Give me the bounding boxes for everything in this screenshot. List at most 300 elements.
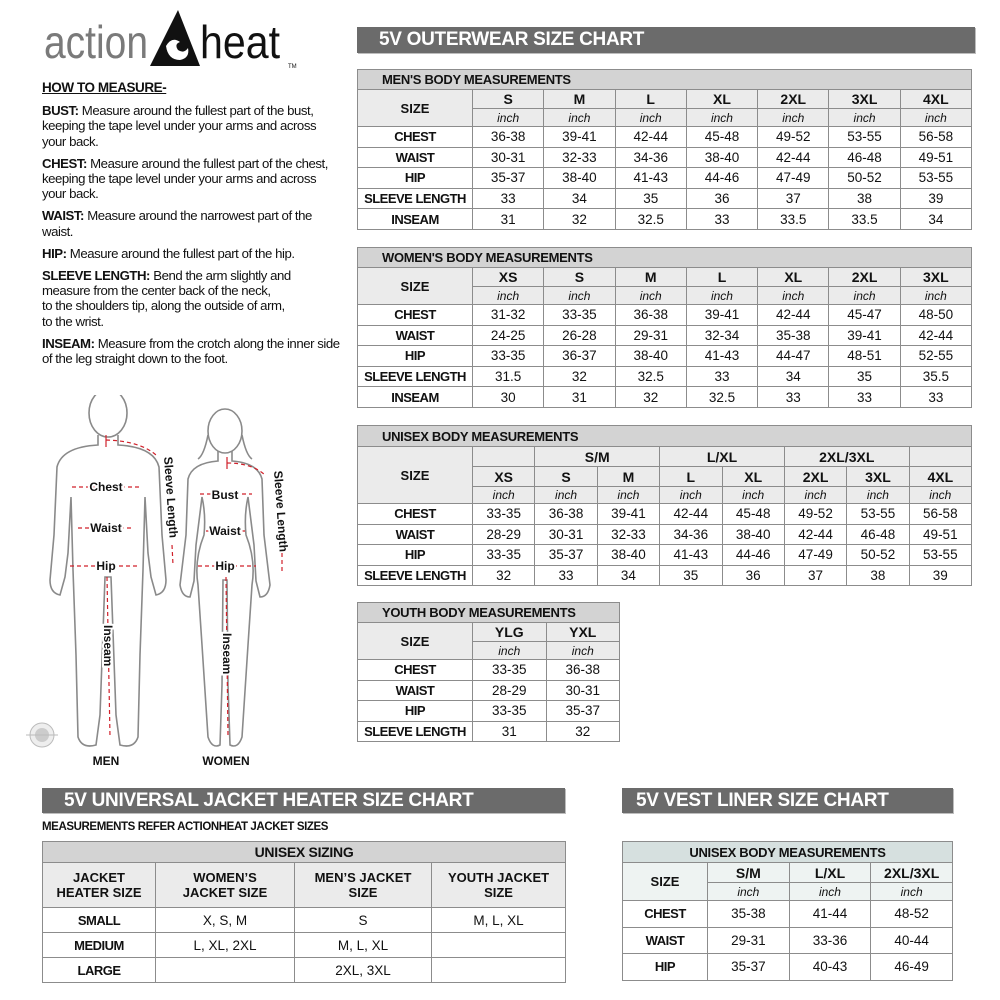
cell-value: 44-47	[758, 346, 829, 367]
unit-label: inch	[686, 287, 757, 305]
label-sleeve-women: Sleeve Length	[271, 470, 291, 553]
size-header: 2XL	[829, 268, 900, 287]
cell-value: 33-35	[473, 660, 547, 681]
label-hip-women: Hip	[215, 559, 235, 573]
how-to-text: Bend the arm slightly and measure from the center back of the neck, to the shoulders tip, along the outside of arm, to the wrist.	[42, 268, 291, 329]
cell-value: 46-48	[847, 524, 909, 545]
label-hip-men: Hip	[96, 559, 116, 573]
cell-value: 31	[473, 721, 547, 742]
size-header: L/XL	[789, 863, 871, 883]
jacket-heater-table	[42, 841, 566, 983]
cell-value: 41-43	[686, 346, 757, 367]
size-header: L	[686, 268, 757, 287]
header-row	[43, 863, 566, 908]
cell-value: 33.5	[829, 209, 900, 230]
cell-value: S	[295, 908, 432, 933]
table-row	[358, 366, 972, 387]
cell-value: 56-58	[909, 504, 971, 525]
measurement-figures	[20, 395, 320, 775]
unit-label: inch	[758, 109, 829, 127]
cell-value: 33-35	[473, 346, 544, 367]
size-table	[357, 425, 972, 586]
how-to-term: WAIST:	[42, 208, 84, 224]
cell-value: 34	[597, 565, 659, 586]
cell-value: 34	[758, 366, 829, 387]
cell-value	[156, 958, 295, 983]
row-label: SLEEVE LENGTH	[358, 188, 473, 209]
size-table	[357, 69, 972, 230]
how-to-text: Measure around the fullest part of the chest, keeping the tape level under your arms and across your back.	[42, 155, 328, 202]
cell-value: 30	[473, 387, 544, 408]
label-waist-women: Waist	[209, 524, 241, 538]
size-header: M	[597, 467, 659, 487]
size-header: L	[660, 467, 722, 487]
cell-value: 38-40	[686, 147, 757, 168]
column-header: MEN’S JACKET SIZE	[295, 863, 432, 908]
cell-value: 33	[686, 366, 757, 387]
size-header: XL	[758, 268, 829, 287]
cell-value: 33	[758, 387, 829, 408]
table-row	[358, 305, 972, 326]
size-header-row	[623, 863, 953, 883]
cell-value: 28-29	[473, 524, 535, 545]
table-row	[358, 504, 972, 525]
table-title: UNISEX SIZING	[43, 842, 566, 863]
cell-value: 42-44	[615, 127, 686, 148]
row-label: HIP	[358, 701, 473, 722]
cell-value: 49-52	[758, 127, 829, 148]
size-header: S	[473, 90, 544, 109]
cell-value: 38-40	[722, 524, 784, 545]
size-label: SIZE	[358, 447, 473, 504]
cell-value: 34	[544, 188, 615, 209]
cell-value: 38	[847, 565, 909, 586]
cell-value: 35-37	[473, 168, 544, 189]
cell-value: 38-40	[615, 346, 686, 367]
cell-value: 33	[535, 565, 597, 586]
cell-value: M, L, XL	[432, 908, 566, 933]
size-header: 2XL	[758, 90, 829, 109]
cell-value: 31.5	[473, 366, 544, 387]
jacket-heater-title-bar: 5V UNIVERSAL JACKET HEATER SIZE CHART	[42, 788, 565, 813]
womens-measurements-table	[357, 247, 972, 408]
how-to-item	[42, 208, 342, 238]
label-inseam-men: Inseam	[101, 625, 115, 667]
cell-value: 40-43	[789, 954, 871, 981]
cell-value: 45-47	[829, 305, 900, 326]
table-row	[358, 168, 972, 189]
cell-value: 36	[722, 565, 784, 586]
table-row	[43, 933, 566, 958]
unit-label: inch	[722, 487, 784, 504]
size-group: 2XL/3XL	[784, 447, 909, 467]
row-label: HIP	[358, 168, 473, 189]
how-to-item	[42, 156, 342, 202]
cell-value: 35-37	[546, 701, 620, 722]
cell-value: 53-55	[829, 127, 900, 148]
table-title-row	[43, 842, 566, 863]
cell-value: 33-35	[473, 504, 535, 525]
cell-value: 41-44	[789, 901, 871, 928]
unit-label: inch	[847, 487, 909, 504]
cell-value: 32	[615, 387, 686, 408]
how-to-text: Measure around the fullest part of the hip.	[66, 245, 295, 261]
table-row	[358, 209, 972, 230]
unit-label: inch	[900, 109, 971, 127]
youth-measurements-table	[357, 602, 620, 742]
size-header: M	[544, 90, 615, 109]
cell-value: 39	[900, 188, 971, 209]
row-label: CHEST	[358, 127, 473, 148]
cell-value: 38-40	[544, 168, 615, 189]
vest-liner-title-bar: 5V VEST LINER SIZE CHART	[622, 788, 953, 813]
size-header: S	[535, 467, 597, 487]
jacket-heater-subtitle: MEASUREMENTS REFER ACTIONHEAT JACKET SIZES	[42, 821, 329, 833]
row-label: WAIST	[358, 524, 473, 545]
how-to-term: CHEST:	[42, 155, 87, 171]
cell-value: 33.5	[758, 209, 829, 230]
cell-value: 39-41	[686, 305, 757, 326]
cell-value: 48-52	[871, 901, 953, 928]
size-header: 2XL/3XL	[871, 863, 953, 883]
cell-value: 34	[900, 209, 971, 230]
unit-label: inch	[473, 487, 535, 504]
outerwear-title-bar: 5V OUTERWEAR SIZE CHART	[357, 27, 975, 53]
table-row	[358, 188, 972, 209]
row-label: SMALL	[43, 908, 156, 933]
label-chest: Chest	[89, 480, 123, 494]
unit-label: inch	[708, 883, 790, 901]
size-header: 3XL	[900, 268, 971, 287]
cell-value: 46-49	[871, 954, 953, 981]
cell-value: 37	[758, 188, 829, 209]
table-title-row	[358, 603, 620, 623]
cell-value: 53-55	[847, 504, 909, 525]
column-header: WOMEN’S JACKET SIZE	[156, 863, 295, 908]
table-row	[358, 325, 972, 346]
table-row	[623, 901, 953, 928]
unit-label: inch	[544, 287, 615, 305]
unit-label: inch	[473, 642, 547, 660]
cell-value: 49-52	[784, 504, 846, 525]
cell-value: 35	[615, 188, 686, 209]
size-header: 4XL	[900, 90, 971, 109]
cell-value: 36-38	[473, 127, 544, 148]
cell-value: 30-31	[473, 147, 544, 168]
size-header: YXL	[546, 623, 620, 642]
cell-value: 32	[473, 565, 535, 586]
cell-value: 42-44	[758, 147, 829, 168]
table-row	[358, 680, 620, 701]
cell-value: 36-38	[535, 504, 597, 525]
cell-value: 39	[909, 565, 971, 586]
how-to-item	[42, 268, 342, 329]
cell-value: 32-33	[597, 524, 659, 545]
cell-value: 44-46	[722, 545, 784, 566]
size-header-row	[358, 268, 972, 287]
cell-value: 2XL, 3XL	[295, 958, 432, 983]
size-header-row	[358, 623, 620, 642]
cell-value: 30-31	[535, 524, 597, 545]
unit-label: inch	[900, 287, 971, 305]
size-group: L/XL	[660, 447, 785, 467]
cell-value: 42-44	[660, 504, 722, 525]
table-row	[623, 954, 953, 981]
cell-value: 29-31	[708, 927, 790, 954]
cell-value: 35-37	[708, 954, 790, 981]
how-to-text: Measure around the narrowest part of the waist.	[42, 208, 312, 239]
cell-value: 39-41	[544, 127, 615, 148]
table-row	[358, 565, 972, 586]
how-to-text: Measure around the fullest part of the bust, keeping the tape level under your arms and across your back.	[42, 103, 317, 149]
table-row	[358, 660, 620, 681]
how-to-heading: HOW TO MEASURE-	[42, 80, 167, 95]
watermark-icon	[26, 723, 58, 747]
cell-value: 35-37	[535, 545, 597, 566]
how-to-term: INSEAM:	[42, 335, 95, 351]
cell-value: 35	[829, 366, 900, 387]
cell-value: 48-51	[829, 346, 900, 367]
label-men: MEN	[92, 754, 120, 768]
row-label: HIP	[623, 954, 708, 981]
cell-value: M, L, XL	[295, 933, 432, 958]
row-label: HIP	[358, 346, 473, 367]
table-title: WOMEN'S BODY MEASUREMENTS	[358, 248, 972, 268]
cell-value: 45-48	[722, 504, 784, 525]
how-to-items	[42, 103, 342, 366]
unit-label: inch	[535, 487, 597, 504]
cell-value: 44-46	[686, 168, 757, 189]
row-label: SLEEVE LENGTH	[358, 721, 473, 742]
cell-value: 45-48	[686, 127, 757, 148]
size-header: XL	[722, 467, 784, 487]
cell-value: 24-25	[473, 325, 544, 346]
unit-label: inch	[789, 883, 871, 901]
column-header: JACKET HEATER SIZE	[43, 863, 156, 908]
row-label: MEDIUM	[43, 933, 156, 958]
cell-value: 36-38	[615, 305, 686, 326]
label-bust: Bust	[211, 488, 239, 502]
label-women: WOMEN	[202, 754, 250, 768]
unit-label: inch	[784, 487, 846, 504]
row-label: CHEST	[358, 305, 473, 326]
table-title: UNISEX BODY MEASUREMENTS	[623, 842, 953, 863]
unit-label: inch	[615, 287, 686, 305]
cell-value: 28-29	[473, 680, 547, 701]
cell-value: 37	[784, 565, 846, 586]
cell-value: 46-48	[829, 147, 900, 168]
vest-liner-table	[622, 841, 953, 981]
unit-label: inch	[829, 109, 900, 127]
table-title-row	[623, 842, 953, 863]
cell-value	[432, 933, 566, 958]
size-header: YLG	[473, 623, 547, 642]
row-label: WAIST	[358, 325, 473, 346]
size-group	[909, 447, 971, 467]
cell-value: 39-41	[597, 504, 659, 525]
cell-value: 29-31	[615, 325, 686, 346]
row-label: LARGE	[43, 958, 156, 983]
cell-value: X, S, M	[156, 908, 295, 933]
row-label: SLEEVE LENGTH	[358, 565, 473, 586]
table-row	[358, 524, 972, 545]
size-header: 4XL	[909, 467, 971, 487]
label-sleeve-men: Sleeve Length	[161, 456, 181, 539]
table-row	[358, 346, 972, 367]
table-row	[358, 147, 972, 168]
label-inseam-women: Inseam	[220, 633, 234, 675]
cell-value: 49-51	[900, 147, 971, 168]
table-title-row	[358, 248, 972, 268]
cell-value: 53-55	[900, 168, 971, 189]
cell-value: 36	[686, 188, 757, 209]
table-row	[358, 701, 620, 722]
cell-value: 38-40	[597, 545, 659, 566]
size-table	[622, 841, 953, 981]
cell-value: 36-38	[546, 660, 620, 681]
cell-value: 35	[660, 565, 722, 586]
unit-label: inch	[909, 487, 971, 504]
cell-value: 33	[829, 387, 900, 408]
actionheat-logo	[40, 6, 302, 70]
cell-value: 42-44	[900, 325, 971, 346]
table-row	[358, 387, 972, 408]
cell-value: 41-43	[660, 545, 722, 566]
logo-text-action: action	[44, 16, 148, 68]
cell-value: 31	[473, 209, 544, 230]
unit-label: inch	[686, 109, 757, 127]
size-label: SIZE	[358, 268, 473, 305]
size-header: XS	[473, 268, 544, 287]
unit-label: inch	[546, 642, 620, 660]
how-to-item	[42, 246, 342, 261]
cell-value: 50-52	[847, 545, 909, 566]
cell-value: 40-44	[871, 927, 953, 954]
logo-text-heat: heat	[200, 16, 281, 68]
how-to-term: SLEEVE LENGTH:	[42, 268, 151, 284]
cell-value: 42-44	[758, 305, 829, 326]
how-to-item	[42, 336, 342, 366]
size-header: XL	[686, 90, 757, 109]
table-row	[43, 958, 566, 983]
table-title: YOUTH BODY MEASUREMENTS	[358, 603, 620, 623]
size-header: L	[615, 90, 686, 109]
unit-label: inch	[660, 487, 722, 504]
table-row	[358, 545, 972, 566]
size-header: S	[544, 268, 615, 287]
table-title: MEN'S BODY MEASUREMENTS	[358, 70, 972, 90]
label-waist-men: Waist	[90, 521, 122, 535]
cell-value: 56-58	[900, 127, 971, 148]
table-row	[358, 127, 972, 148]
cell-value: 35-38	[708, 901, 790, 928]
cell-value: 34-36	[615, 147, 686, 168]
row-label: WAIST	[358, 147, 473, 168]
cell-value	[432, 958, 566, 983]
unit-label: inch	[871, 883, 953, 901]
unit-label: inch	[473, 109, 544, 127]
unit-label: inch	[597, 487, 659, 504]
size-group: S/M	[535, 447, 660, 467]
cell-value: 32	[546, 721, 620, 742]
woman-silhouette	[180, 409, 270, 746]
cell-value: 31	[544, 387, 615, 408]
unit-label: inch	[829, 287, 900, 305]
size-table	[357, 602, 620, 742]
row-label: WAIST	[358, 680, 473, 701]
cell-value: 47-49	[784, 545, 846, 566]
how-to-text: Measure from the crotch along the inner side of the leg straight down to the foot.	[42, 335, 340, 367]
jacket-size-table	[42, 841, 566, 983]
size-header: 3XL	[829, 90, 900, 109]
row-label: CHEST	[358, 660, 473, 681]
row-label: SLEEVE LENGTH	[358, 366, 473, 387]
cell-value: 32	[544, 366, 615, 387]
size-group	[473, 447, 535, 467]
table-title-row	[358, 426, 972, 447]
row-label: CHEST	[623, 901, 708, 928]
table-row	[623, 927, 953, 954]
unit-label: inch	[615, 109, 686, 127]
cell-value: 34-36	[660, 524, 722, 545]
row-label: INSEAM	[358, 209, 473, 230]
logo-trademark: TM	[288, 64, 297, 70]
unisex-measurements-table	[357, 425, 972, 586]
size-header-row	[358, 90, 972, 109]
how-to-measure	[42, 80, 342, 373]
cell-value: 33-36	[789, 927, 871, 954]
size-table	[357, 247, 972, 408]
unit-label: inch	[758, 287, 829, 305]
cell-value: 38	[829, 188, 900, 209]
row-label: WAIST	[623, 927, 708, 954]
how-to-term: HIP:	[42, 245, 67, 261]
how-to-item	[42, 103, 342, 149]
column-header: YOUTH JACKET SIZE	[432, 863, 566, 908]
size-label: SIZE	[623, 863, 708, 901]
cell-value: 53-55	[909, 545, 971, 566]
size-header: M	[615, 268, 686, 287]
table-title: UNISEX BODY MEASUREMENTS	[358, 426, 972, 447]
unit-label: inch	[544, 109, 615, 127]
table-row	[43, 908, 566, 933]
size-group-row	[358, 447, 972, 467]
cell-value: 33	[473, 188, 544, 209]
row-label: CHEST	[358, 504, 473, 525]
size-header: XS	[473, 467, 535, 487]
how-to-term: BUST:	[42, 103, 79, 119]
cell-value: 52-55	[900, 346, 971, 367]
cell-value: 36-37	[544, 346, 615, 367]
cell-value: 32-34	[686, 325, 757, 346]
cell-value: 30-31	[546, 680, 620, 701]
row-label: INSEAM	[358, 387, 473, 408]
cell-value: 49-51	[909, 524, 971, 545]
cell-value: 33-35	[473, 545, 535, 566]
cell-value: 33	[686, 209, 757, 230]
cell-value: 39-41	[829, 325, 900, 346]
cell-value: 33-35	[473, 701, 547, 722]
unit-label: inch	[473, 287, 544, 305]
row-label: HIP	[358, 545, 473, 566]
size-label: SIZE	[358, 623, 473, 660]
cell-value: 33-35	[544, 305, 615, 326]
cell-value: 32	[544, 209, 615, 230]
cell-value: 42-44	[784, 524, 846, 545]
cell-value: 33	[900, 387, 971, 408]
cell-value: 32.5	[615, 366, 686, 387]
size-header: 2XL	[784, 467, 846, 487]
